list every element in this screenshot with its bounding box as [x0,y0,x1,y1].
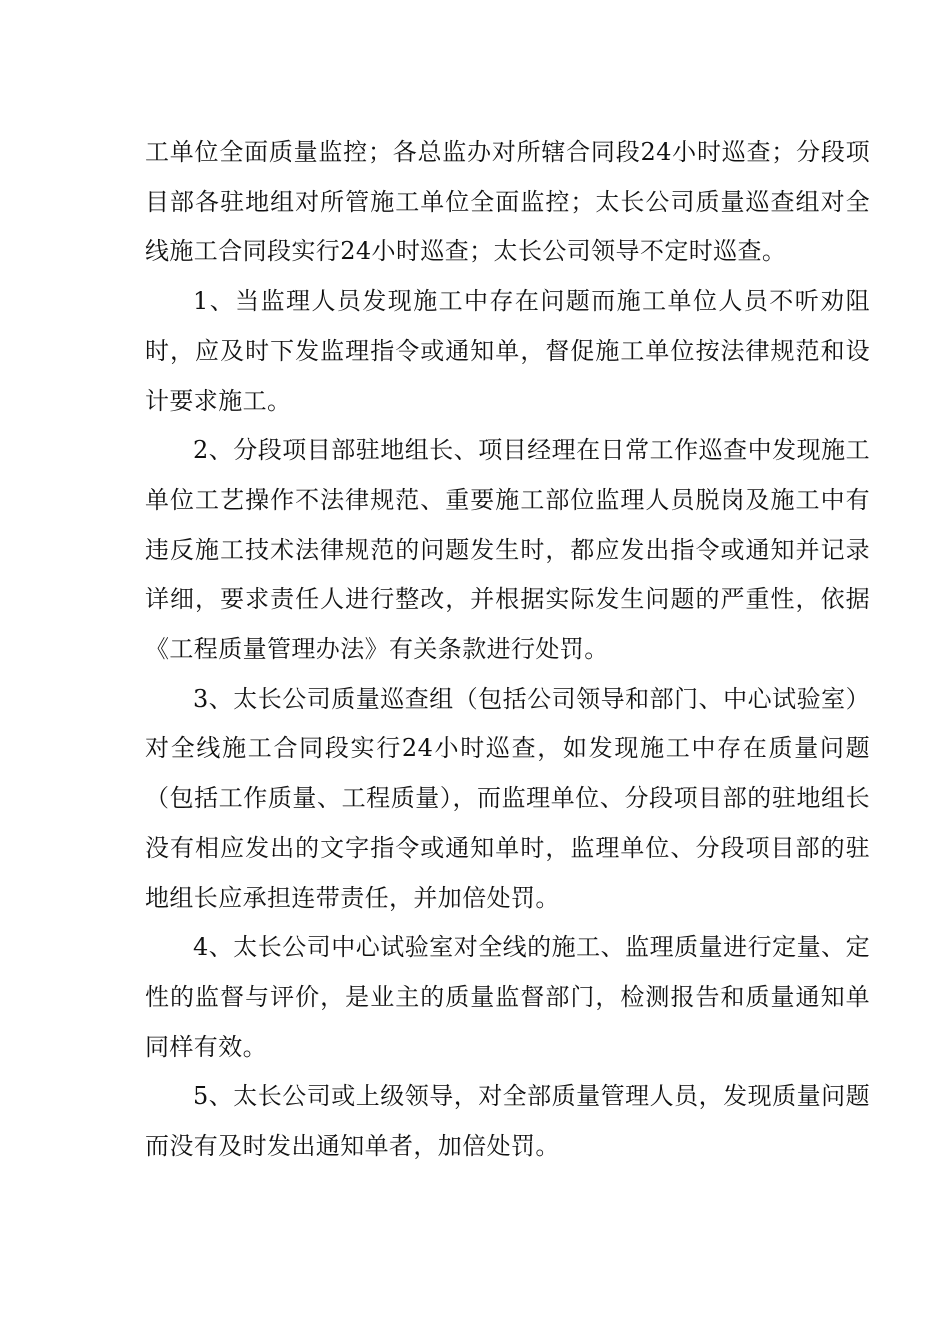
paragraph-continuation: 工单位全面质量监控；各总监办对所辖合同段24小时巡查；分段项目部各驻地组对所管施工单位全面监控；太长公司质量巡查组对全线施工合同段实行24小时巡查；太长公司领导不定时巡查。 [145,138,870,266]
paragraph-item-5: 5、太长公司或上级领导，对全部质量管理人员，发现质量问题而没有及时发出通知单者，加倍处罚。 [145,1082,870,1161]
body-text [145,128,870,1172]
paragraph-item-4: 4、太长公司中心试验室对全线的施工、监理质量进行定量、定性的监督与评价，是业主的质量监督部门，检测报告和质量通知单同样有效。 [145,933,870,1061]
paragraph-item-2: 2、分段项目部驻地组长、项目经理在日常工作巡查中发现施工单位工艺操作不法律规范、重要施工部位监理人员脱岗及施工中有违反施工技术法律规范的问题发生时，都应发出指令或通知并记录详细，要求责任人进行整改，并根据实际发生问题的严重性，依据《工程质量管理办法》有关条款进行处罚。 [145,436,870,664]
paragraph-item-1: 1、当监理人员发现施工中存在问题而施工单位人员不听劝阻时，应及时下发监理指令或通知单，督促施工单位按法律规范和设计要求施工。 [145,287,870,415]
paragraph-item-3: 3、太长公司质量巡查组（包括公司领导和部门、中心试验室）对全线施工合同段实行24小时巡查，如发现施工中存在质量问题（包括工作质量、工程质量），而监理单位、分段项目部的驻地组长没有相应发出的文字指令或通知单时，监理单位、分段项目部的驻地组长应承担连带责任，并加倍处罚。 [145,684,870,912]
